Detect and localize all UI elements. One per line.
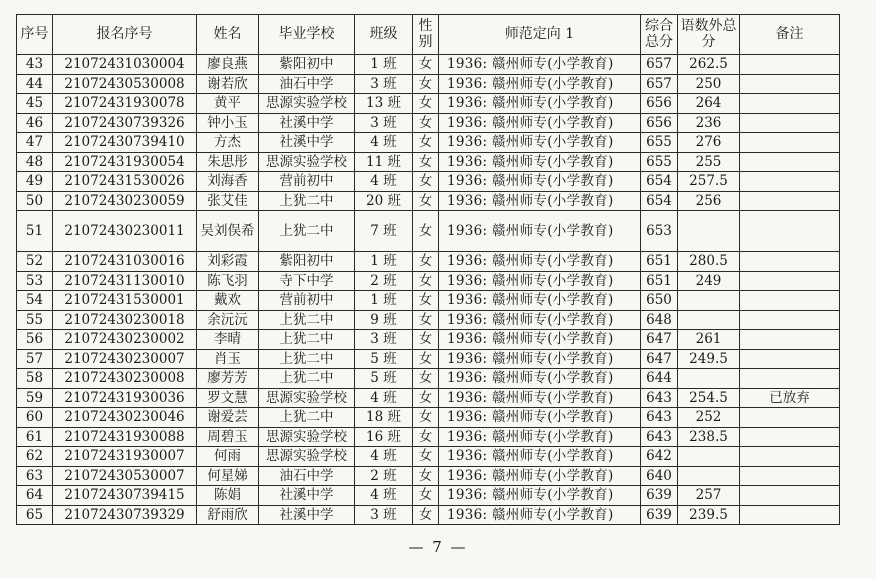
cell-reg-no: 21072430739410	[53, 133, 197, 153]
cell-direction: 1936: 赣州师专(小学教育)	[439, 172, 641, 192]
cell-reg-no: 21072430530007	[53, 466, 197, 486]
cell-lms-total: 257.5	[678, 172, 740, 192]
cell-gender: 女	[413, 486, 439, 506]
header-row	[17, 15, 840, 55]
cell-gender: 女	[413, 74, 439, 94]
cell-direction: 1936: 赣州师专(小学教育)	[439, 369, 641, 389]
table-row	[17, 172, 840, 192]
cell-class: 16 班	[355, 427, 413, 447]
cell-school: 上犹二中	[259, 330, 355, 350]
table-row	[17, 447, 840, 467]
results-table	[16, 14, 840, 525]
cell-name: 肖玉	[197, 349, 259, 369]
cell-remark	[740, 291, 840, 311]
cell-school: 上犹二中	[259, 349, 355, 369]
cell-direction: 1936: 赣州师专(小学教育)	[439, 94, 641, 114]
table-row	[17, 94, 840, 114]
cell-class: 4 班	[355, 172, 413, 192]
table-row	[17, 291, 840, 311]
cell-gender: 女	[413, 505, 439, 525]
cell-lms-total: 254.5	[678, 388, 740, 408]
cell-reg-no: 21072431930078	[53, 94, 197, 114]
cell-direction: 1936: 赣州师专(小学教育)	[439, 486, 641, 506]
cell-remark: 已放弃	[740, 388, 840, 408]
cell-lms-total: 236	[678, 113, 740, 133]
cell-seq: 54	[17, 291, 53, 311]
header-direction: 师范定向 1	[439, 15, 641, 55]
header-reg-no: 报名序号	[53, 15, 197, 55]
cell-total: 644	[641, 369, 678, 389]
cell-lms-total: 261	[678, 330, 740, 350]
cell-remark	[740, 211, 840, 252]
cell-class: 5 班	[355, 349, 413, 369]
cell-reg-no: 21072431930088	[53, 427, 197, 447]
cell-name: 吴刘俣希	[197, 211, 259, 252]
cell-reg-no: 21072431030016	[53, 252, 197, 272]
cell-reg-no: 21072430530008	[53, 74, 197, 94]
cell-reg-no: 21072430739326	[53, 113, 197, 133]
cell-gender: 女	[413, 172, 439, 192]
cell-seq: 61	[17, 427, 53, 447]
table-row	[17, 408, 840, 428]
cell-school: 社溪中学	[259, 505, 355, 525]
cell-remark	[740, 152, 840, 172]
cell-gender: 女	[413, 310, 439, 330]
cell-total: 653	[641, 211, 678, 252]
cell-name: 戴欢	[197, 291, 259, 311]
header-name: 姓名	[197, 15, 259, 55]
cell-class: 4 班	[355, 388, 413, 408]
cell-seq: 60	[17, 408, 53, 428]
table-row	[17, 427, 840, 447]
cell-seq: 51	[17, 211, 53, 252]
cell-school: 油石中学	[259, 466, 355, 486]
cell-name: 黄平	[197, 94, 259, 114]
cell-school: 社溪中学	[259, 486, 355, 506]
cell-direction: 1936: 赣州师专(小学教育)	[439, 310, 641, 330]
cell-gender: 女	[413, 252, 439, 272]
cell-lms-total	[678, 310, 740, 330]
cell-lms-total: 250	[678, 74, 740, 94]
cell-name: 何雨	[197, 447, 259, 467]
cell-reg-no: 21072430230059	[53, 191, 197, 211]
cell-lms-total: 276	[678, 133, 740, 153]
cell-name: 陈飞羽	[197, 271, 259, 291]
cell-direction: 1936: 赣州师专(小学教育)	[439, 271, 641, 291]
cell-reg-no: 21072430739415	[53, 486, 197, 506]
cell-lms-total: 255	[678, 152, 740, 172]
cell-direction: 1936: 赣州师专(小学教育)	[439, 447, 641, 467]
cell-direction: 1936: 赣州师专(小学教育)	[439, 211, 641, 252]
cell-gender: 女	[413, 191, 439, 211]
table-row	[17, 349, 840, 369]
cell-class: 3 班	[355, 505, 413, 525]
cell-lms-total: 252	[678, 408, 740, 428]
cell-direction: 1936: 赣州师专(小学教育)	[439, 388, 641, 408]
cell-school: 思源实验学校	[259, 94, 355, 114]
cell-school: 营前初中	[259, 291, 355, 311]
cell-seq: 48	[17, 152, 53, 172]
cell-total: 639	[641, 505, 678, 525]
cell-school: 寺下中学	[259, 271, 355, 291]
cell-class: 3 班	[355, 113, 413, 133]
cell-school: 思源实验学校	[259, 427, 355, 447]
cell-name: 李晴	[197, 330, 259, 350]
cell-remark	[740, 505, 840, 525]
cell-school: 紫阳初中	[259, 252, 355, 272]
table-row	[17, 191, 840, 211]
cell-direction: 1936: 赣州师专(小学教育)	[439, 252, 641, 272]
cell-class: 18 班	[355, 408, 413, 428]
header-gender: 性别	[413, 15, 439, 55]
cell-lms-total: 249	[678, 271, 740, 291]
cell-direction: 1936: 赣州师专(小学教育)	[439, 466, 641, 486]
cell-total: 643	[641, 408, 678, 428]
header-total: 综合总分	[641, 15, 678, 55]
cell-reg-no: 21072431930036	[53, 388, 197, 408]
cell-seq: 58	[17, 369, 53, 389]
cell-name: 刘彩霞	[197, 252, 259, 272]
cell-gender: 女	[413, 369, 439, 389]
cell-name: 刘海香	[197, 172, 259, 192]
table-row	[17, 211, 840, 252]
cell-school: 社溪中学	[259, 113, 355, 133]
cell-seq: 47	[17, 133, 53, 153]
cell-total: 643	[641, 388, 678, 408]
table-row	[17, 388, 840, 408]
cell-direction: 1936: 赣州师专(小学教育)	[439, 408, 641, 428]
cell-reg-no: 21072431930007	[53, 447, 197, 467]
cell-seq: 52	[17, 252, 53, 272]
cell-remark	[740, 408, 840, 428]
cell-class: 3 班	[355, 330, 413, 350]
cell-lms-total: 239.5	[678, 505, 740, 525]
cell-total: 651	[641, 271, 678, 291]
header-lms-total: 语数外总分	[678, 15, 740, 55]
cell-reg-no: 21072430230002	[53, 330, 197, 350]
cell-name: 方杰	[197, 133, 259, 153]
cell-direction: 1936: 赣州师专(小学教育)	[439, 74, 641, 94]
cell-reg-no: 21072431530026	[53, 172, 197, 192]
cell-class: 3 班	[355, 74, 413, 94]
cell-total: 654	[641, 191, 678, 211]
cell-reg-no: 21072430230007	[53, 349, 197, 369]
cell-class: 20 班	[355, 191, 413, 211]
cell-seq: 50	[17, 191, 53, 211]
cell-total: 640	[641, 466, 678, 486]
table-row	[17, 330, 840, 350]
cell-class: 2 班	[355, 466, 413, 486]
cell-lms-total	[678, 211, 740, 252]
cell-name: 陈娟	[197, 486, 259, 506]
cell-gender: 女	[413, 94, 439, 114]
cell-remark	[740, 133, 840, 153]
cell-total: 651	[641, 252, 678, 272]
cell-name: 谢若欣	[197, 74, 259, 94]
cell-total: 656	[641, 113, 678, 133]
cell-remark	[740, 369, 840, 389]
cell-reg-no: 21072431030004	[53, 55, 197, 75]
cell-school: 营前初中	[259, 172, 355, 192]
cell-reg-no: 21072431130010	[53, 271, 197, 291]
cell-remark	[740, 74, 840, 94]
cell-school: 思源实验学校	[259, 447, 355, 467]
table-row	[17, 252, 840, 272]
cell-seq: 53	[17, 271, 53, 291]
cell-remark	[740, 191, 840, 211]
cell-seq: 55	[17, 310, 53, 330]
table-row	[17, 271, 840, 291]
cell-gender: 女	[413, 349, 439, 369]
cell-gender: 女	[413, 447, 439, 467]
cell-gender: 女	[413, 113, 439, 133]
cell-seq: 49	[17, 172, 53, 192]
cell-name: 钟小玉	[197, 113, 259, 133]
table-row	[17, 369, 840, 389]
cell-lms-total	[678, 466, 740, 486]
cell-reg-no: 21072430230011	[53, 211, 197, 252]
cell-total: 647	[641, 349, 678, 369]
table-row	[17, 505, 840, 525]
cell-total: 654	[641, 172, 678, 192]
cell-class: 4 班	[355, 133, 413, 153]
cell-gender: 女	[413, 133, 439, 153]
cell-gender: 女	[413, 55, 439, 75]
cell-class: 5 班	[355, 369, 413, 389]
cell-total: 655	[641, 152, 678, 172]
cell-remark	[740, 252, 840, 272]
cell-class: 1 班	[355, 252, 413, 272]
cell-seq: 63	[17, 466, 53, 486]
cell-lms-total: 238.5	[678, 427, 740, 447]
cell-remark	[740, 427, 840, 447]
cell-gender: 女	[413, 211, 439, 252]
cell-direction: 1936: 赣州师专(小学教育)	[439, 505, 641, 525]
cell-gender: 女	[413, 152, 439, 172]
cell-class: 11 班	[355, 152, 413, 172]
cell-gender: 女	[413, 271, 439, 291]
page-number: — 7 —	[408, 538, 468, 556]
cell-remark	[740, 466, 840, 486]
cell-reg-no: 21072431930054	[53, 152, 197, 172]
cell-name: 张艾佳	[197, 191, 259, 211]
cell-seq: 44	[17, 74, 53, 94]
cell-class: 2 班	[355, 271, 413, 291]
cell-name: 罗文慧	[197, 388, 259, 408]
cell-total: 639	[641, 486, 678, 506]
table-row	[17, 152, 840, 172]
cell-total: 657	[641, 55, 678, 75]
cell-class: 1 班	[355, 55, 413, 75]
header-remark: 备注	[740, 15, 840, 55]
cell-total: 657	[641, 74, 678, 94]
cell-gender: 女	[413, 291, 439, 311]
cell-lms-total: 264	[678, 94, 740, 114]
cell-class: 9 班	[355, 310, 413, 330]
table-row	[17, 466, 840, 486]
table-row	[17, 74, 840, 94]
cell-reg-no: 21072430230046	[53, 408, 197, 428]
cell-lms-total: 280.5	[678, 252, 740, 272]
table-row	[17, 55, 840, 75]
cell-name: 谢爱芸	[197, 408, 259, 428]
cell-school: 上犹二中	[259, 310, 355, 330]
table-row	[17, 113, 840, 133]
cell-lms-total: 256	[678, 191, 740, 211]
cell-school: 上犹二中	[259, 408, 355, 428]
header-seq: 序号	[17, 15, 53, 55]
cell-lms-total: 257	[678, 486, 740, 506]
cell-remark	[740, 310, 840, 330]
cell-remark	[740, 94, 840, 114]
cell-name: 朱思彤	[197, 152, 259, 172]
cell-direction: 1936: 赣州师专(小学教育)	[439, 133, 641, 153]
cell-remark	[740, 486, 840, 506]
cell-school: 上犹二中	[259, 369, 355, 389]
cell-class: 7 班	[355, 211, 413, 252]
cell-remark	[740, 172, 840, 192]
cell-gender: 女	[413, 388, 439, 408]
cell-school: 思源实验学校	[259, 152, 355, 172]
header-school: 毕业学校	[259, 15, 355, 55]
cell-class: 4 班	[355, 486, 413, 506]
table-row	[17, 486, 840, 506]
cell-total: 647	[641, 330, 678, 350]
cell-seq: 59	[17, 388, 53, 408]
cell-seq: 57	[17, 349, 53, 369]
cell-name: 廖芳芳	[197, 369, 259, 389]
cell-name: 周碧玉	[197, 427, 259, 447]
cell-school: 上犹二中	[259, 191, 355, 211]
cell-direction: 1936: 赣州师专(小学教育)	[439, 191, 641, 211]
cell-seq: 62	[17, 447, 53, 467]
cell-remark	[740, 271, 840, 291]
cell-lms-total: 262.5	[678, 55, 740, 75]
cell-school: 上犹二中	[259, 211, 355, 252]
cell-reg-no: 21072431530001	[53, 291, 197, 311]
cell-name: 廖良燕	[197, 55, 259, 75]
cell-gender: 女	[413, 427, 439, 447]
cell-gender: 女	[413, 408, 439, 428]
table-row	[17, 133, 840, 153]
cell-direction: 1936: 赣州师专(小学教育)	[439, 349, 641, 369]
cell-total: 656	[641, 94, 678, 114]
cell-direction: 1936: 赣州师专(小学教育)	[439, 113, 641, 133]
cell-seq: 45	[17, 94, 53, 114]
cell-direction: 1936: 赣州师专(小学教育)	[439, 55, 641, 75]
cell-reg-no: 21072430739329	[53, 505, 197, 525]
table-body	[17, 55, 840, 525]
cell-class: 13 班	[355, 94, 413, 114]
cell-reg-no: 21072430230018	[53, 310, 197, 330]
cell-seq: 46	[17, 113, 53, 133]
cell-seq: 56	[17, 330, 53, 350]
cell-total: 655	[641, 133, 678, 153]
cell-school: 油石中学	[259, 74, 355, 94]
cell-lms-total	[678, 369, 740, 389]
cell-lms-total	[678, 291, 740, 311]
cell-remark	[740, 349, 840, 369]
cell-remark	[740, 113, 840, 133]
table-row	[17, 310, 840, 330]
cell-total: 648	[641, 310, 678, 330]
cell-seq: 64	[17, 486, 53, 506]
cell-direction: 1936: 赣州师专(小学教育)	[439, 291, 641, 311]
cell-school: 思源实验学校	[259, 388, 355, 408]
cell-remark	[740, 55, 840, 75]
cell-gender: 女	[413, 330, 439, 350]
cell-remark	[740, 330, 840, 350]
header-class: 班级	[355, 15, 413, 55]
cell-seq: 43	[17, 55, 53, 75]
cell-direction: 1936: 赣州师专(小学教育)	[439, 427, 641, 447]
cell-total: 643	[641, 427, 678, 447]
cell-school: 紫阳初中	[259, 55, 355, 75]
cell-name: 余沅沅	[197, 310, 259, 330]
cell-direction: 1936: 赣州师专(小学教育)	[439, 330, 641, 350]
cell-school: 社溪中学	[259, 133, 355, 153]
cell-remark	[740, 447, 840, 467]
cell-name: 舒雨欣	[197, 505, 259, 525]
cell-gender: 女	[413, 466, 439, 486]
cell-lms-total: 249.5	[678, 349, 740, 369]
cell-direction: 1936: 赣州师专(小学教育)	[439, 152, 641, 172]
cell-lms-total	[678, 447, 740, 467]
cell-seq: 65	[17, 505, 53, 525]
cell-class: 1 班	[355, 291, 413, 311]
cell-name: 何星娣	[197, 466, 259, 486]
cell-reg-no: 21072430230008	[53, 369, 197, 389]
cell-total: 642	[641, 447, 678, 467]
cell-total: 650	[641, 291, 678, 311]
cell-class: 4 班	[355, 447, 413, 467]
